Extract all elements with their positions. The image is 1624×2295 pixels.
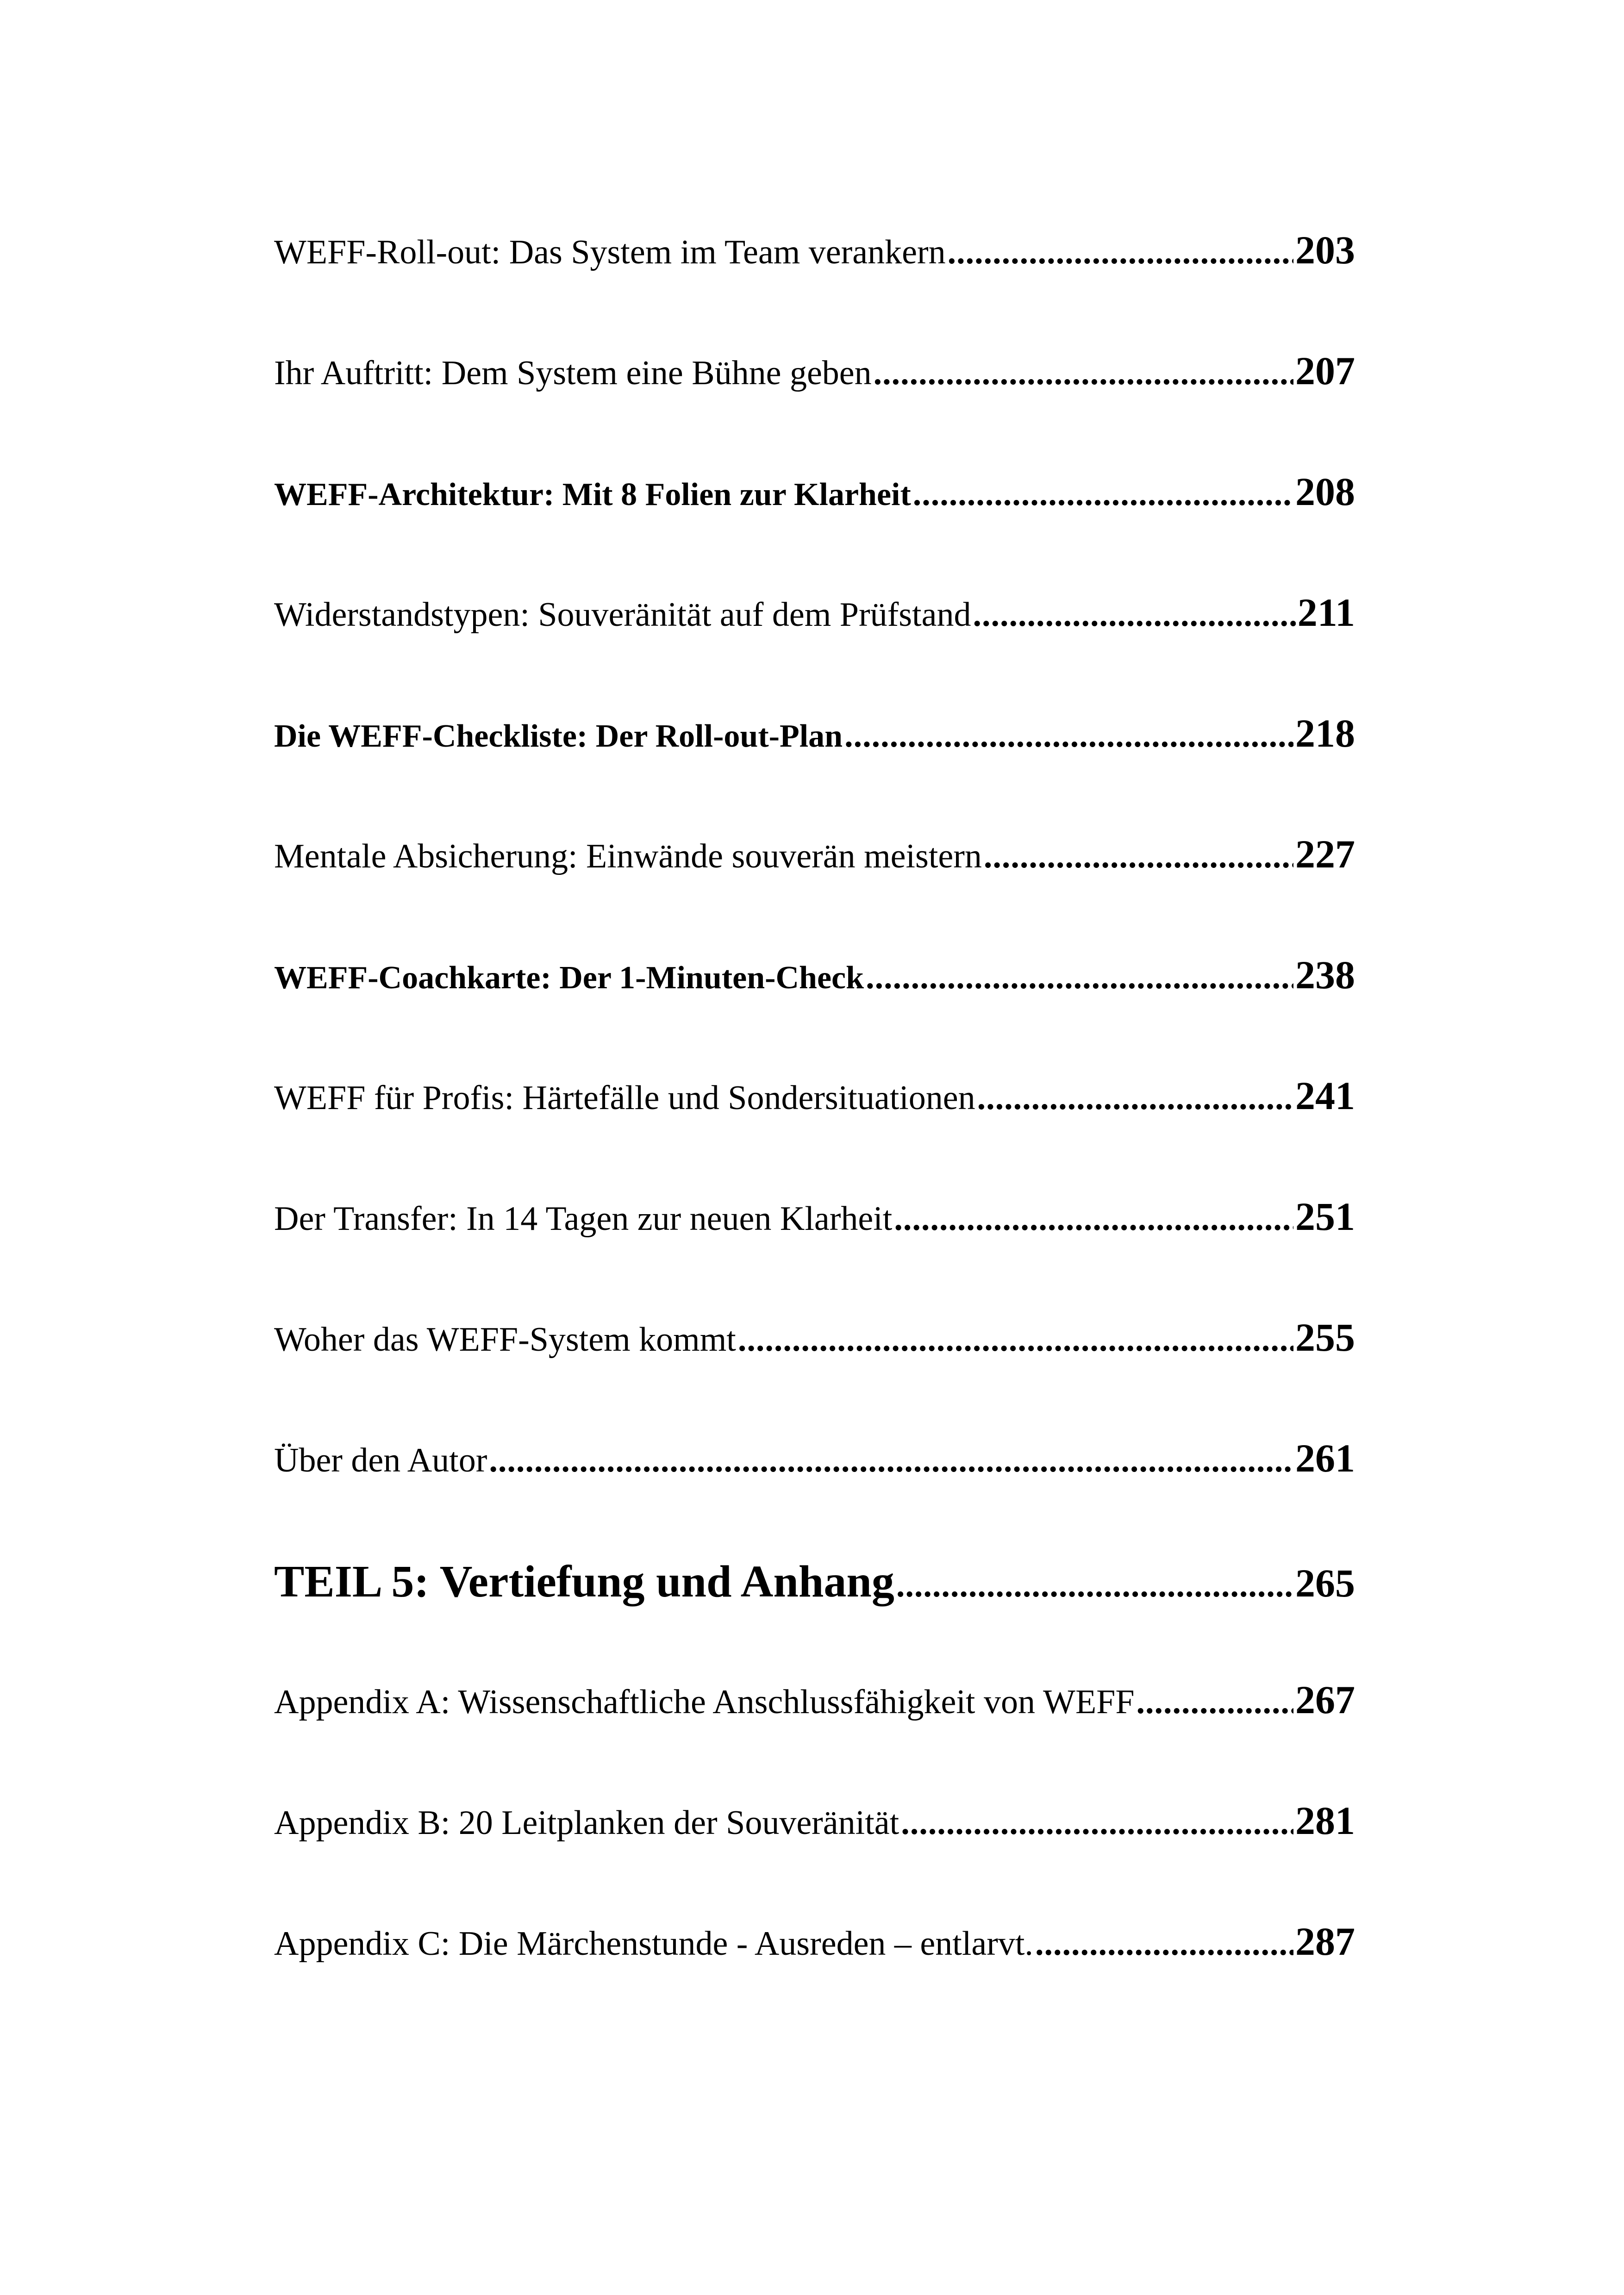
dot-leader xyxy=(896,1566,1293,1605)
toc-entry xyxy=(274,831,1355,952)
toc-entry xyxy=(274,1314,1355,1435)
toc-entry-page: 211 xyxy=(1297,590,1355,635)
toc-entry-title: Über den Autor xyxy=(274,1441,487,1479)
toc-entry xyxy=(274,952,1355,1073)
dot-leader xyxy=(977,1079,1293,1118)
dot-leader xyxy=(948,233,1293,272)
toc-entry-page: 218 xyxy=(1295,711,1355,755)
toc-entry-page: 281 xyxy=(1295,1798,1355,1843)
dot-leader xyxy=(489,1441,1293,1480)
dot-leader xyxy=(1137,1683,1294,1722)
dot-leader xyxy=(738,1320,1293,1360)
toc-entry-title: Widerstandstypen: Souveränität auf dem Prüfstand xyxy=(274,596,971,634)
toc-entry xyxy=(274,227,1355,348)
toc-entry-title: WEFF-Coachkarte: Der 1-Minuten-Check xyxy=(274,960,864,996)
toc-entry xyxy=(274,348,1355,468)
toc-entry xyxy=(274,1435,1355,1556)
table-of-contents xyxy=(274,227,1355,2039)
toc-entry xyxy=(274,710,1355,831)
toc-entry-page: 287 xyxy=(1295,1919,1355,1964)
dot-leader xyxy=(894,1199,1293,1239)
dot-leader xyxy=(901,1803,1293,1843)
toc-entry-page: 238 xyxy=(1295,953,1355,997)
toc-entry-page: 267 xyxy=(1295,1678,1355,1722)
toc-entry-title: WEFF-Architektur: Mit 8 Folien zur Klarheit xyxy=(274,477,911,512)
toc-entry-page: 251 xyxy=(1295,1194,1355,1239)
toc-entry-title: Appendix A: Wissenschaftliche Anschlussfähigkeit von WEFF xyxy=(274,1683,1135,1721)
toc-entry xyxy=(274,1677,1355,1797)
toc-entry-title: Appendix B: 20 Leitplanken der Souveränität xyxy=(274,1804,899,1842)
toc-entry-title: Die WEFF-Checkliste: Der Roll-out-Plan xyxy=(274,718,843,754)
toc-entry xyxy=(274,1797,1355,1918)
toc-entry-page: 261 xyxy=(1295,1436,1355,1480)
toc-entry-title: TEIL 5: Vertiefung und Anhang xyxy=(274,1557,894,1607)
toc-entry xyxy=(274,1918,1355,2039)
dot-leader xyxy=(866,958,1293,997)
toc-entry-title: Der Transfer: In 14 Tagen zur neuen Klarheit xyxy=(274,1200,893,1238)
dot-leader xyxy=(844,716,1293,755)
toc-entry-page: 207 xyxy=(1295,349,1355,393)
toc-entry xyxy=(274,1073,1355,1193)
dot-leader xyxy=(913,474,1293,514)
toc-entry-title: Mentale Absicherung: Einwände souverän meistern xyxy=(274,837,982,875)
dot-leader xyxy=(973,595,1295,635)
toc-entry-page: 255 xyxy=(1295,1315,1355,1360)
toc-entry-title: Woher das WEFF-System kommt xyxy=(274,1321,736,1359)
toc-entry-page: 208 xyxy=(1295,469,1355,514)
toc-entry-title: WEFF-Roll-out: Das System im Team verankern xyxy=(274,233,946,271)
dot-leader xyxy=(984,837,1293,876)
toc-entry-page: 241 xyxy=(1295,1073,1355,1118)
dot-leader xyxy=(874,354,1293,393)
toc-entry-title: WEFF für Profis: Härtefälle und Sondersituationen xyxy=(274,1079,975,1117)
toc-entry xyxy=(274,1193,1355,1314)
toc-entry-title: Appendix C: Die Märchenstunde - Ausreden – entlarvt. xyxy=(274,1925,1033,1963)
toc-entry-title: Ihr Auftritt: Dem System eine Bühne geben xyxy=(274,354,872,392)
toc-entry-page: 203 xyxy=(1295,228,1355,272)
toc-entry xyxy=(274,589,1355,710)
toc-entry-page: 265 xyxy=(1295,1561,1355,1605)
toc-entry xyxy=(274,468,1355,589)
dot-leader xyxy=(1035,1924,1293,1964)
toc-entry-page: 227 xyxy=(1295,832,1355,876)
toc-part-heading xyxy=(274,1556,1355,1677)
